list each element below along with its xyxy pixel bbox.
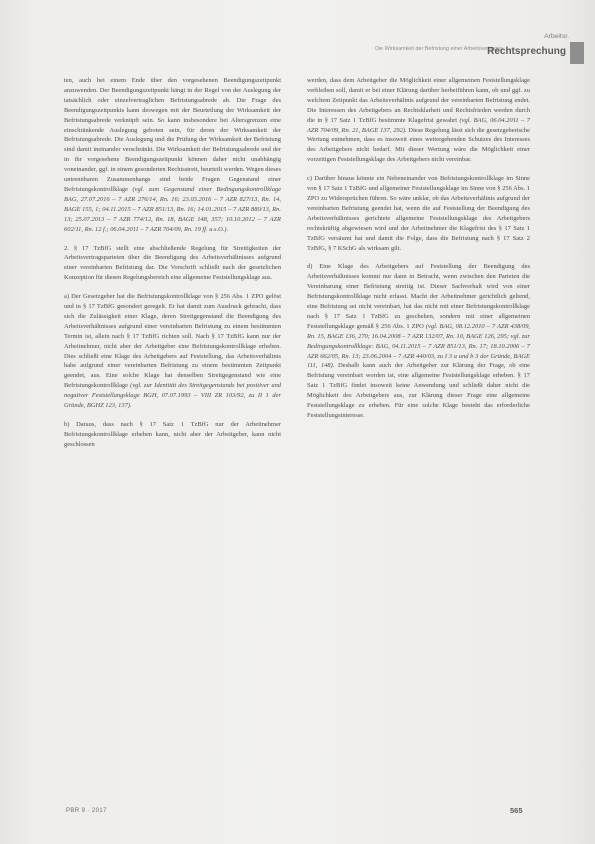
paragraph: a) Der Gesetzgeber hat die Befristungskontrollklage von § 256 Abs. 1 ZPO gelöst und in § 17 TzBfG gesondert geregelt. Er hat damit zum Ausdruck gebracht, dass sich die Zulässigkeit einer Klage, deren Streitgegenstand die Beendigung des Arbeitsverhältnisses aufgrund einer vereinbarten Befristung zu einem bestimmten Termin ist, allein nach § 17 TzBfG richten soll. Nach § 17 TzBfG kann nur der Arbeitnehmer, nicht aber der Arbeitgeber eine Befristungskontrollklage erheben. Dies schließt eine Klage des Arbeitgebers auf Feststellung, das Arbeitsverhältnis habe aufgrund einer vereinbarten Befristung zu einem bestimmten Zeitpunkt geendet, aus. Eine solche Klage hat denselben Streitgegenstand wie eine Befristungskontrollklage (vgl. zur Identität des Streitgegenstands bei positiver und negativer Feststellungsklage BGH, 07.07.1993 – VIII ZR 103/92, zu II 1 der Gründe, BGHZ 123, 137). [64,293,282,410]
header-title: Rechtsprechung [487,46,566,57]
page-number: 565 [510,806,523,815]
paragraph: d) Eine Klage des Arbeitgebers auf Feststellung der Beendigung des Arbeitsverhältnisses kommt nur dann in Betracht, wenn zwischen den Parteien die Vereinbarung einer Befristung streitig ist. Dieser Sachverhalt wird von einer Befristungskontrollklage nicht erfasst. Macht der Arbeitnehmer gerichtlich geltend, eine Befristung sei nicht vereinbart, hat das nicht mit einer Befristungskontrollklage nach § 17 Satz 1 TzBfG zu geschehen, sondern mit einer allgemeinen Feststellungsklage gemäß § 256 Abs. 1 ZPO (vgl. BAG, 08.12.2010 – 7 AZR 438/09, Rn. 15, BAGE 136, 270; 16.04.2008 – 7 AZR 132/07, Rn. 10, BAGE 126, 295; vgl. zur Bedingungskontrollklage: BAG, 04.11.2015 – 7 AZR 851/13, Rn. 17; 18.10.2006 – 7 AZR 662/05, Rn. 13; 23.06.2004 – 7 AZR 440/03, zu I 3 a und b 3 der Gründe, BAGE 111, 148). Deshalb kann auch der Arbeitgeber zur Klärung der Frage, ob eine Befristung vereinbart worden ist, eine allgemeine Feststellungsklage erheben. § 17 Satz 1 TzBfG findet insoweit keine Anwendung und schließt daher nicht die Möglichkeit des Arbeitgebers aus, zur Klärung dieser Frage eine allgemeine Feststellungsklage zu erheben. Für eine solche Klage besteht das erforderliche Feststellungsinteresse. [307,263,531,419]
footer-issue: PBR 9 · 2017 [66,808,107,814]
paragraph: b) Daraus, dass nach § 17 Satz 1 TzBfG nur der Arbeitnehmer Befristungskontrollklage erheben kann, nicht aber der Arbeitgeber, kann nicht geschlossen [64,421,281,448]
left-column [64,76,281,459]
header-marker-block [570,42,584,64]
paragraph: 2. § 17 TzBfG stellt eine abschließende Regelung für Streitigkeiten der Arbeitsvertragsparteien über die Beendigung des Arbeitsverhältnisses aufgrund einer vereinbarten Befristung dar. Die Vorschrift schließt nach der gesetzlichen Konzeption für diesen Regelungsbereich eine allgemeine Feststellungsklage aus. [64,244,281,282]
paragraph: werden, dass dem Arbeitgeber die Möglichkeit einer allgemeinen Feststellungsklage verbleiben soll, damit er bei einer Klärung darüber herbeiführen kann, ob und ggf. zu welchem Zeitpunkt das Arbeitsverhältnis aufgrund der vereinbarten Befristung endet. Die Interessen des Arbeitgebers an Rechtsklarheit und Rechtsfrieden werden durch die in § 17 Satz 1 TzBfG bestimmte Klagefrist gewahrt (vgl. BAG, 06.04.2011 – 7 AZR 704/09, Rn. 21, BAGE 137, 292). Diese Regelung lässt sich die gesetzgeberische Wertung entnehmen, dass es insoweit eines weitergehenden Schutzes des Interesses des Arbeitgebers nicht bedarf. Mit dieser Wertung wäre die Möglichkeit einer vorzeitigen Feststellungsklage des Arbeitgebers nicht vereinbar. [307,77,531,164]
paragraph: ten, auch bei einem Ende über den vorgesehenen Beendigungszeitpunkt anzuwenden. Der Beendigungszeitpunkt hängt in der Regel von der Auslegung der tatsächlich oder einzelvertraglichen Befristungsabrede ab. Die Frage des Beendigungszeitpunkts kann deswegen mit der Beurteilung der Wirksamkeit der Befristungsabrede verknüpft sein. So kann insbesondere bei Altersgrenzen eine einschränkende Auslegung geboten sein, für deren der Wirksamkeit der Befristungsabrede. Die Auslegung und die Prüfung der Wirksamkeit der Befristung sind damit ineinander verschränkt. Die Wirksamkeit der Befristungsabrede und der in ihr vorgesehene Beendigungszeitpunkt können daher nicht unabhängig voneinander, ggf. in einem gesonderten Rechtsstreit, beurteilt werden. Wegen dieses untrennbaren Zusammenhangs sind beide Fragen Gegenstand einer Befristungskontrollklage (vgl. zum Gegenstand einer Bedingungskontrollklage BAG, 27.07.2016 – 7 AZR 276/14, Rn. 16; 23.03.2016 – 7 AZR 827/13, Rn. 14, BAGE 155, 1; 04.11.2015 – 7 AZR 851/13, Rn. 16; 14.01.2015 – 7 AZR 880/13, Rn. 13; 25.07.2013 – 7 AZR 774/12, Rn. 18, BAGE 148, 357; 10.10.2012 – 7 AZR 602/11, Rn. 12 f.; 06.04.2011 – 7 AZR 704/09, Rn. 19 ff. u.s.O.). [64,77,282,233]
paragraph: c) Darüber hinaus könnte ein Nebeneinander von Befristungskontrollklage im Sinne von § 17 Satz 1 TzBfG und allgemeiner Feststellungsklage im Sinne von § 256 Abs. 1 ZPO zu Widersprüchen führen. So wäre unklar, ob das Arbeitsverhältnis aufgrund der vereinbarten Befristung geendet hat, wenn die auf Feststellung der Beendigung des Arbeitsverhältnisses gerichtete allgemeine Feststellungsklage des Arbeitgebers rechtskräftig abgewiesen wird und der Arbeitnehmer die Klagefrist des § 17 Satz 1 TzBfG versäumt hat und damit die Folge, dass die Befristung nach § 17 Satz 2 TzBfG, § 7 KSchG als wirksam gilt. [307,175,530,252]
header-category: Arbeitsr. [544,33,569,40]
header-topic: Die Wirksamkeit der Befristung einer Arbeitsvertrages [375,46,503,52]
right-column [307,76,530,430]
